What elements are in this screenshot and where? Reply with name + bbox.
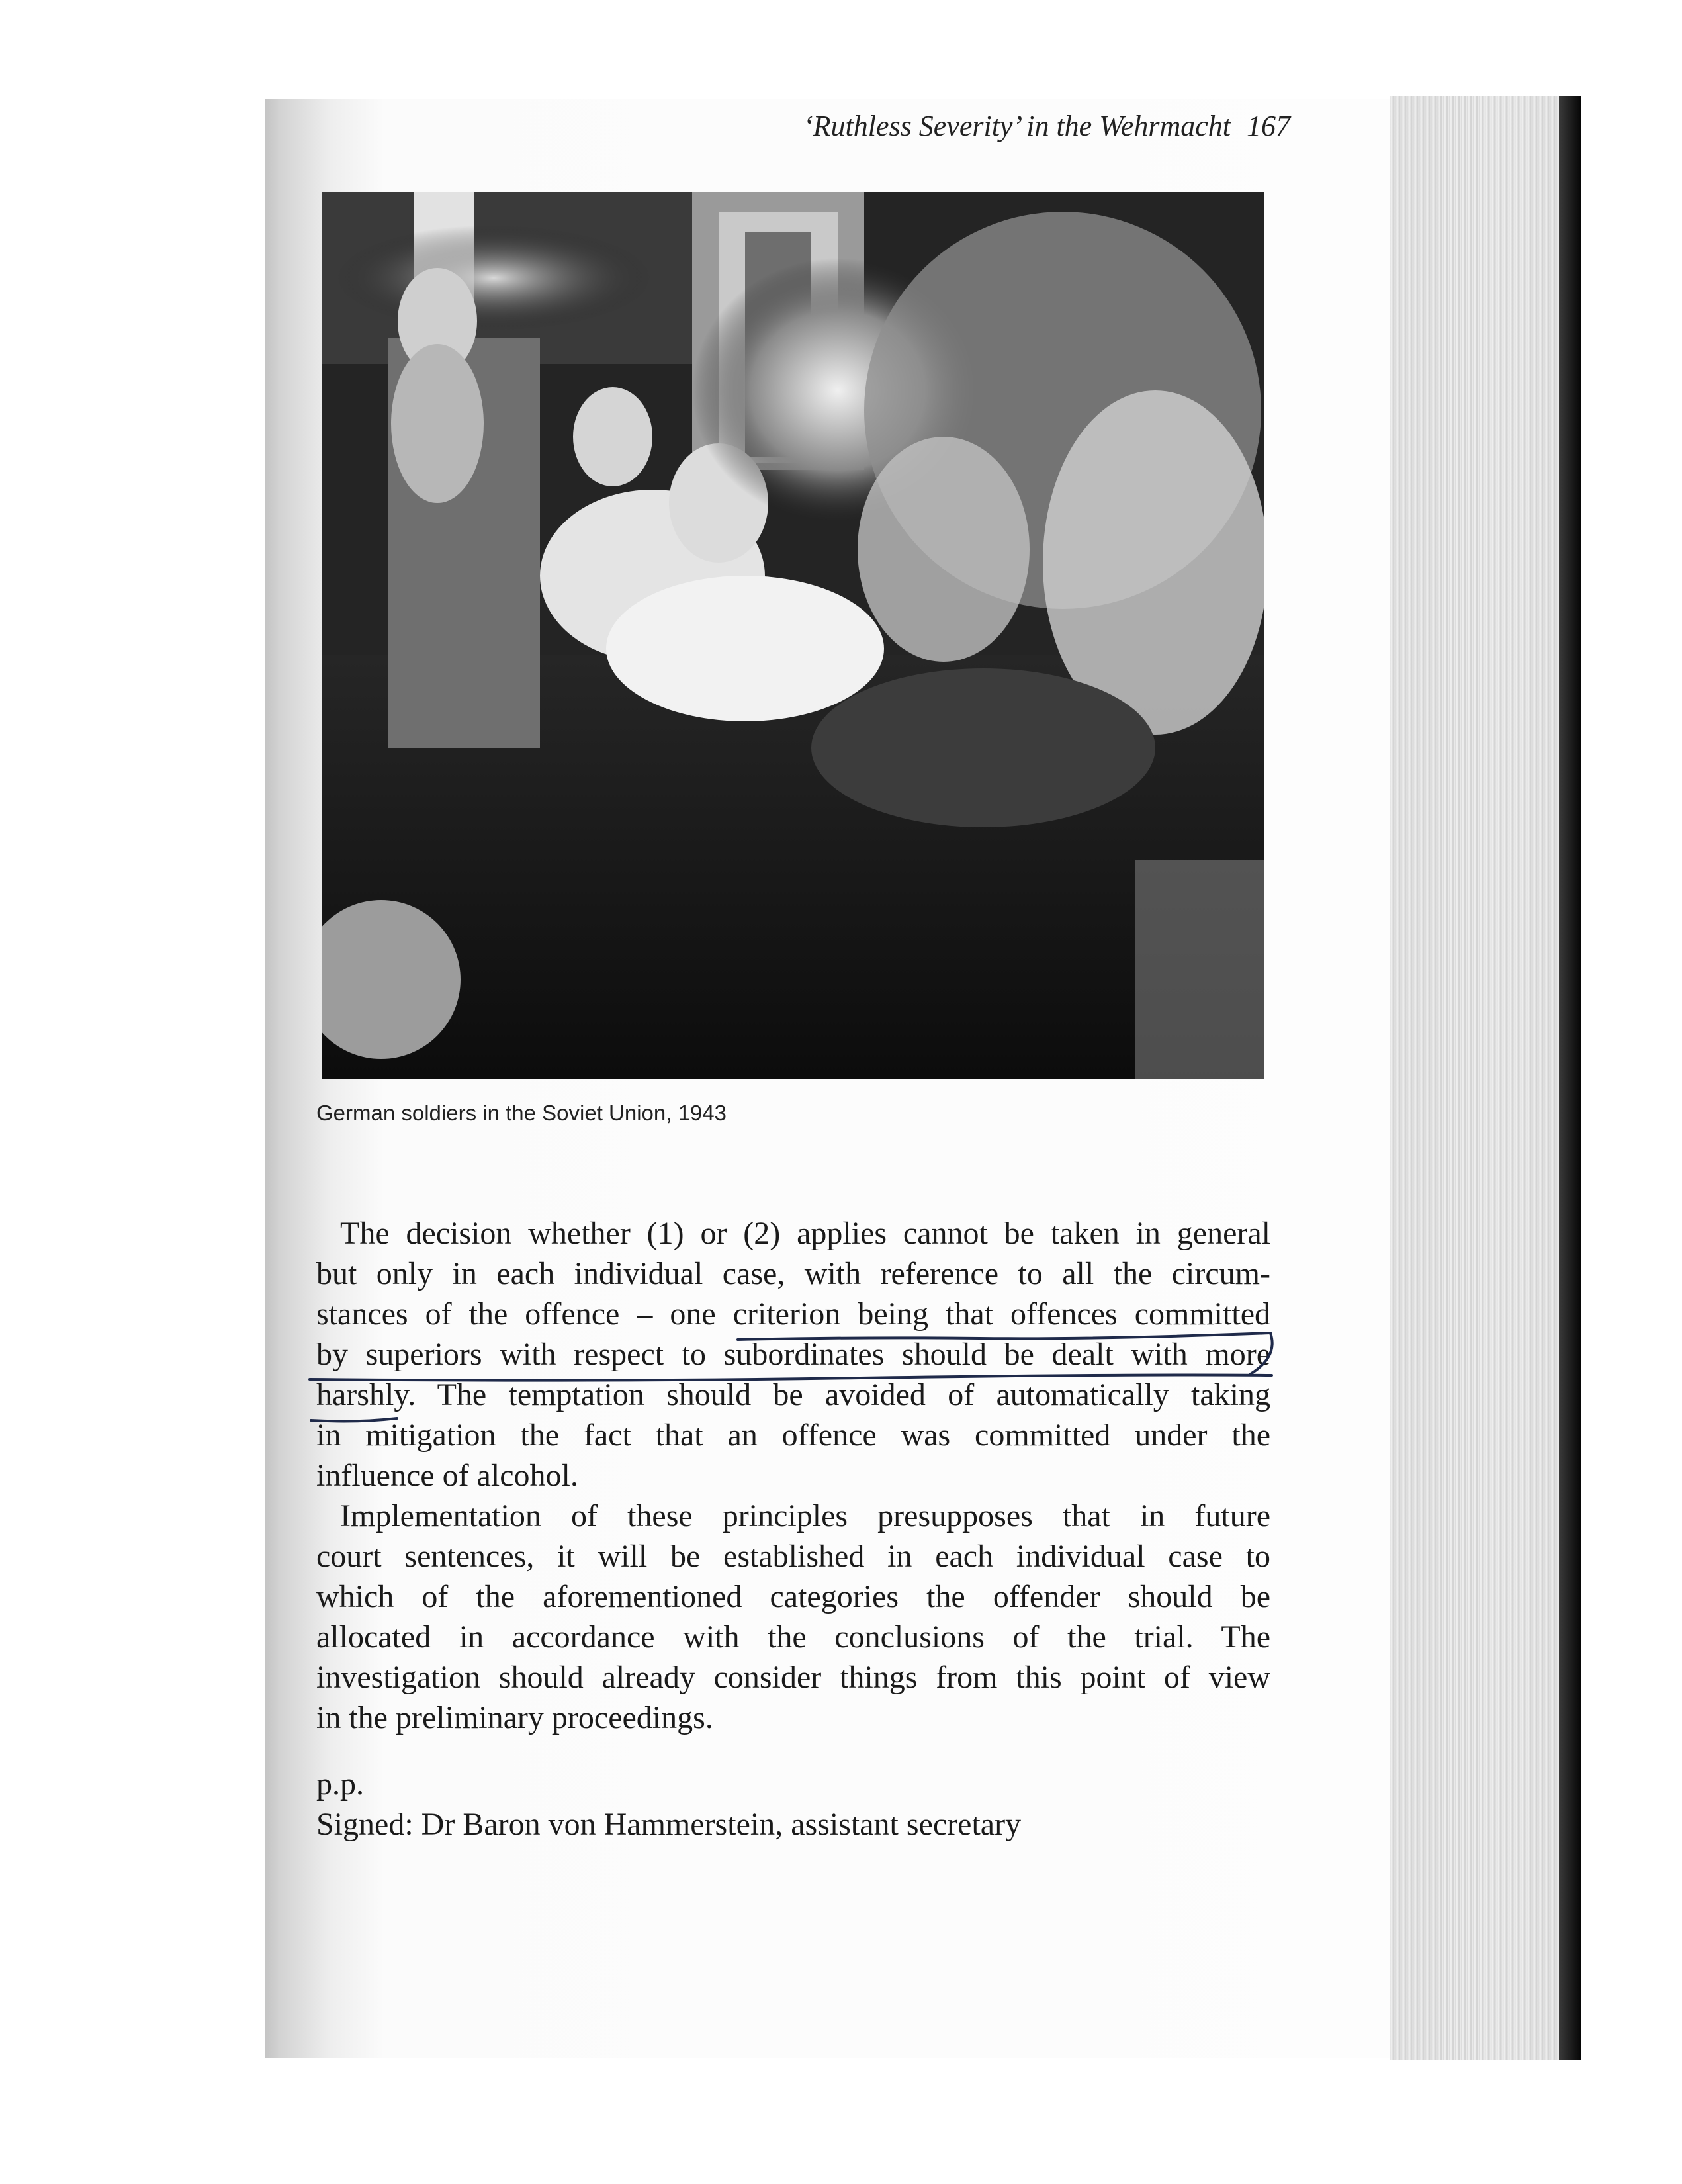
text-line: harshly. The temptation should be avoided of automatically taking [316,1377,1270,1412]
text-line: influence of alcohol. [316,1458,578,1493]
text-line: in mitigation the fact that an offence was committed under the [316,1418,1270,1453]
text-line: The decision whether (1) or (2) applies cannot be taken in general [340,1216,1270,1251]
text-line: but only in each individual case, with reference to all the circum- [316,1256,1270,1291]
running-head [748,109,1290,143]
text-line: which of the aforementioned categories the offender should be [316,1579,1270,1614]
photo-caption: German soldiers in the Soviet Union, 1943 [316,1101,727,1125]
body-text [316,1213,1270,1738]
text-line: in the preliminary proceedings. [316,1700,713,1735]
page-number: 167 [1247,110,1290,142]
text-line: by superiors with respect to subordinates should be dealt with more [316,1337,1270,1372]
photograph-image [322,192,1264,1079]
text-line: investigation should already consider things from this point of view [316,1660,1270,1695]
text-line: stances of the offence – one criterion being that offences committed [316,1297,1270,1332]
running-head-title: ‘Ruthless Severity’ in the Wehrmacht [803,110,1231,142]
page-edges [1390,96,1581,2060]
text-line: allocated in accordance with the conclusions of the trial. The [316,1619,1270,1655]
pp-label: p.p. [316,1766,364,1801]
photograph [322,192,1264,1079]
signature-block [316,1764,1021,1844]
text-line: court sentences, it will be established in each individual case to [316,1539,1270,1574]
signed-line: Signed: Dr Baron von Hammerstein, assistant secretary [316,1807,1022,1842]
text-line: Implementation of these principles presupposes that in future [340,1498,1270,1533]
